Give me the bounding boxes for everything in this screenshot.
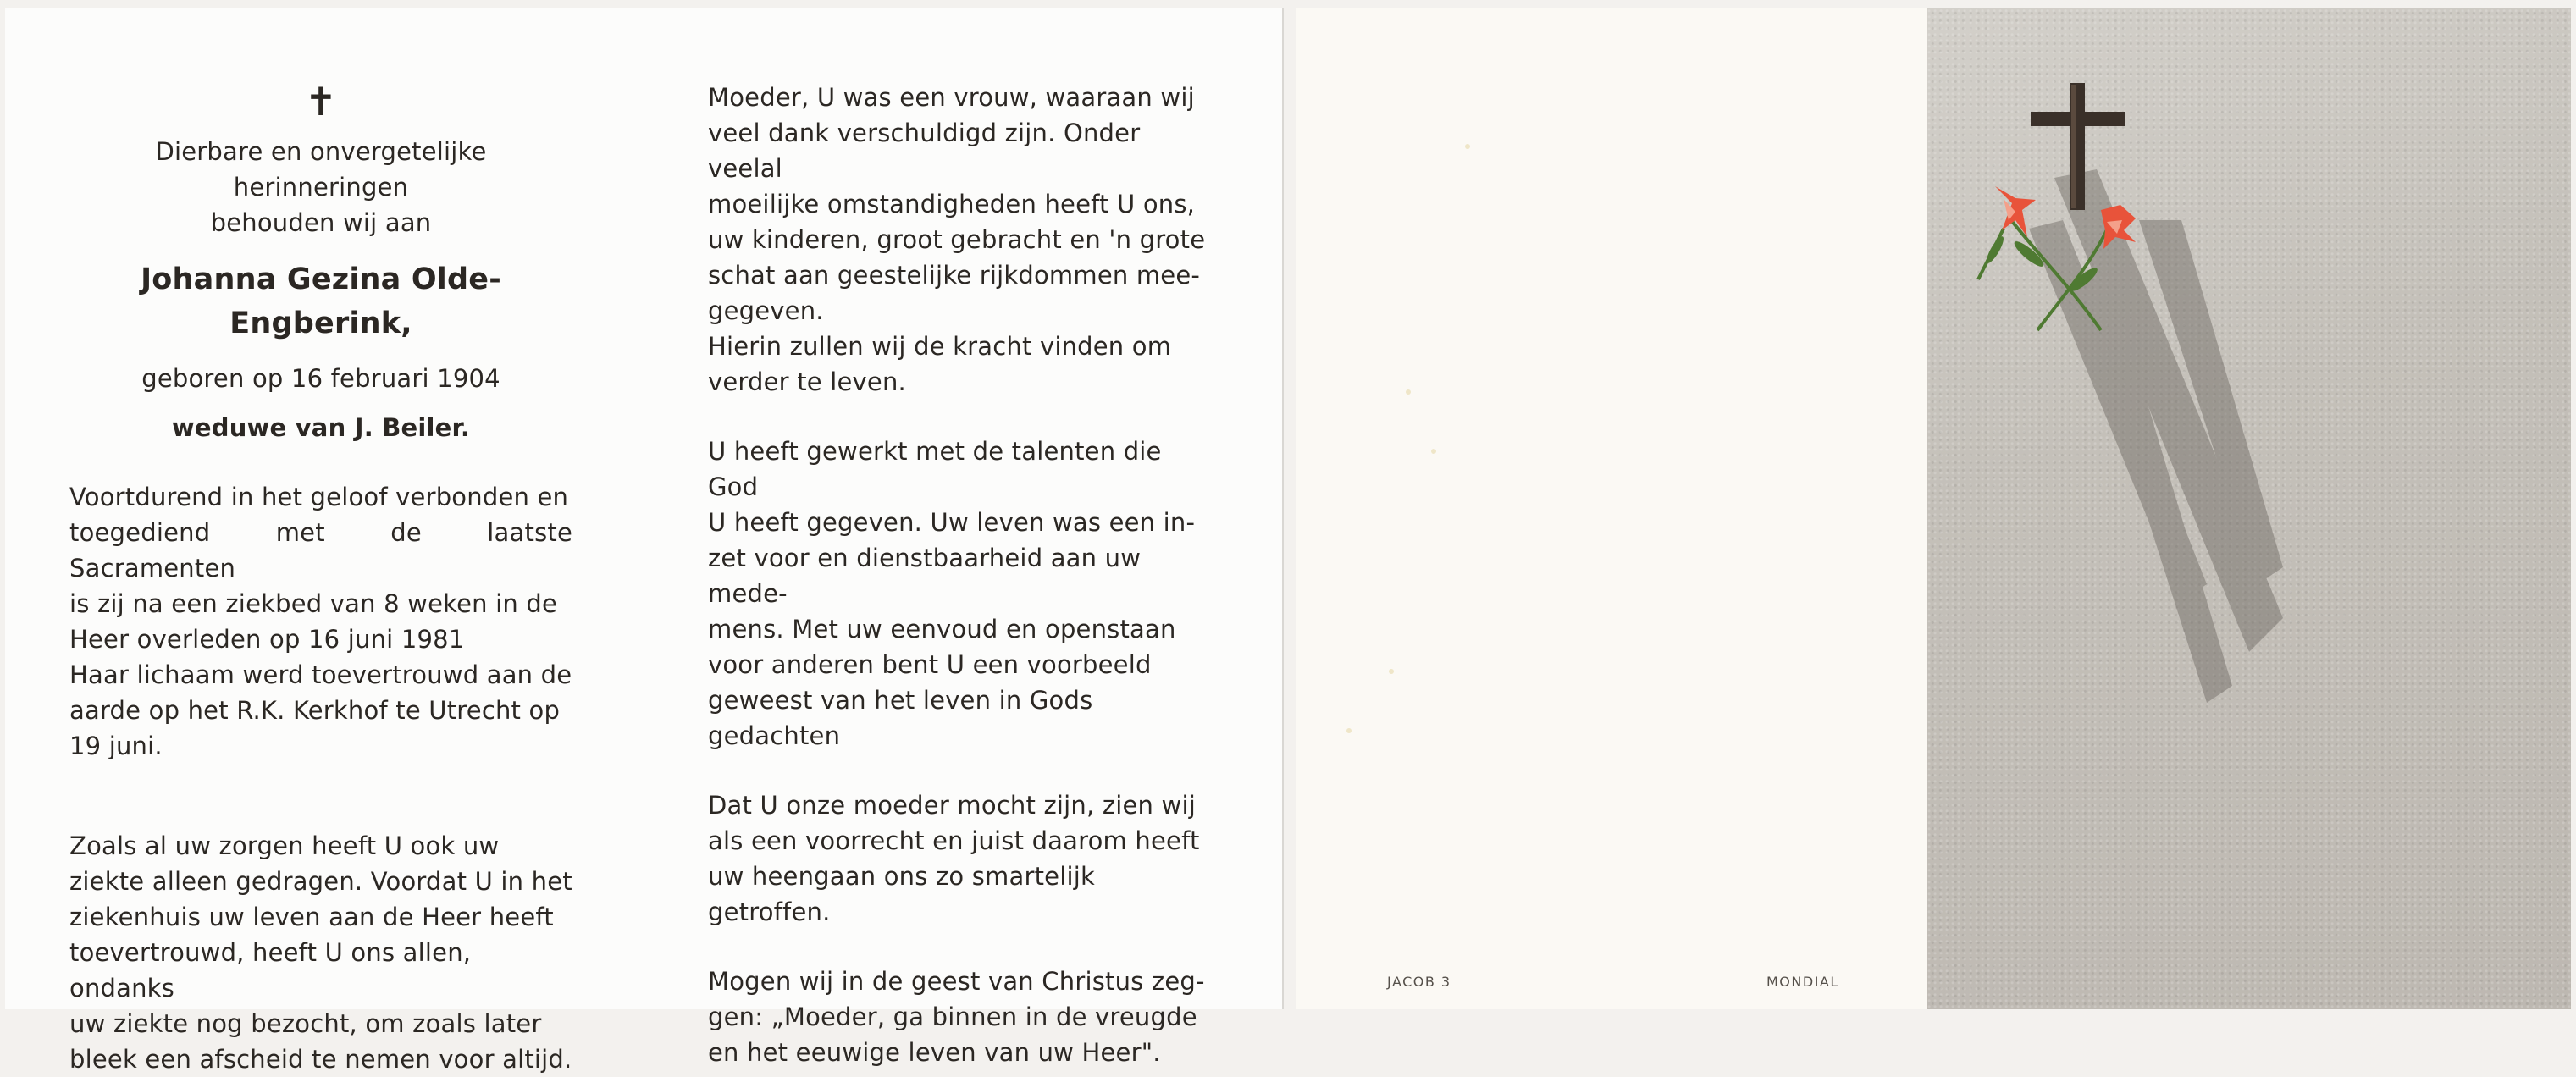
text-line: moeilijke omstandigheden heeft U ons, xyxy=(708,190,1196,218)
footer-brand: MONDIAL xyxy=(1766,974,1839,990)
text-column-right xyxy=(708,80,1216,1070)
wooden-cross xyxy=(2031,83,2125,210)
closing-paragraph xyxy=(708,964,1216,1070)
text-line: 19 juni. xyxy=(69,732,163,760)
text-line: Voortdurend in het geloof verbonden en xyxy=(69,483,569,511)
text-line: geweest van het leven in Gods xyxy=(708,686,1093,715)
text-line: Hierin zullen wij de kracht vinden om xyxy=(708,332,1172,361)
memorial-card-cover xyxy=(1296,8,2571,1009)
death-paragraph xyxy=(69,479,572,764)
text-line: veel dank verschuldigd zijn. Onder veelal xyxy=(708,119,1141,183)
illness-paragraph xyxy=(69,828,572,1077)
text-line: U heeft gegeven. Uw leven was een in- xyxy=(708,508,1196,537)
widow-of: weduwe van J. Beiler. xyxy=(171,413,471,442)
text-line: uw kinderen, groot gebracht en 'n grote xyxy=(708,225,1206,254)
text-line: schat aan geestelijke rijkdommen mee- xyxy=(708,261,1201,290)
text-line: uw heengaan ons zo smartelijk getroffen. xyxy=(708,862,1095,926)
text-line: Zoals al uw zorgen heeft U ook uw xyxy=(69,831,500,860)
memorial-card-inner xyxy=(5,8,1284,1074)
text-line: toegediend met de laatste Sacramenten xyxy=(69,518,572,583)
privilege-paragraph xyxy=(708,787,1216,930)
text-column-left xyxy=(69,76,572,1077)
text-line: Mogen wij in de geest van Christus zeg- xyxy=(708,967,1205,996)
text-line: Moeder, U was een vrouw, waaraan wij xyxy=(708,83,1195,112)
paper-speckle xyxy=(1406,389,1411,395)
paper-speckle xyxy=(1431,449,1436,454)
text-line: zet voor en dienstbaarheid aan uw mede- xyxy=(708,544,1142,608)
birth-date: geboren op 16 februari 1904 xyxy=(141,364,500,393)
shadow xyxy=(2029,169,2283,703)
text-line: voor anderen bent U een voorbeeld xyxy=(708,650,1152,679)
text-line: ziekenhuis uw leven aan de Heer heeft xyxy=(69,903,554,931)
mother-paragraph xyxy=(708,80,1216,400)
deceased-name: Johanna Gezina Olde-Engberink, xyxy=(141,262,501,340)
talents-paragraph xyxy=(708,434,1216,754)
footer-code: JACOB 3 xyxy=(1387,974,1451,990)
photo-illustration xyxy=(1927,8,2571,1009)
text-line: en het eeuwige leven van uw Heer". xyxy=(708,1038,1161,1067)
text-line: ziekte alleen gedragen. Voordat U in het xyxy=(69,867,572,896)
paper-speckle xyxy=(1465,144,1470,149)
text-line: verder te leven. xyxy=(708,367,906,396)
paper-speckle xyxy=(1389,669,1394,674)
text-line: is zij na een ziekbed van 8 weken in de xyxy=(69,589,558,618)
intro-line-2: behouden wij aan xyxy=(210,208,432,237)
text-line: bleek een afscheid te nemen voor altijd. xyxy=(69,1045,572,1074)
text-line: toevertrouwd, heeft U ons allen, ondanks xyxy=(69,938,472,1002)
text-line: Dat U onze moeder mocht zijn, zien wij xyxy=(708,791,1196,820)
cross-with-flowers-photo xyxy=(1927,8,2571,1009)
paper-speckle xyxy=(1346,728,1352,733)
text-line: gedachten xyxy=(708,721,841,750)
text-line: gen: „Moeder, ga binnen in de vreugde xyxy=(708,1002,1197,1031)
intro-line-1: Dierbare en onvergetelijke herinneringen xyxy=(155,137,487,202)
text-line: aarde op het R.K. Kerkhof te Utrecht op xyxy=(69,696,561,725)
cross-icon: ✝ xyxy=(304,79,338,124)
text-line: gegeven. xyxy=(708,296,824,325)
text-line: U heeft gewerkt met de talenten die God xyxy=(708,437,1162,501)
text-line: Haar lichaam werd toevertrouwd aan de xyxy=(69,660,572,689)
text-line: als een voorrecht en juist daarom heeft xyxy=(708,826,1200,855)
text-line: Heer overleden op 16 juni 1981 xyxy=(69,625,465,654)
text-line: mens. Met uw eenvoud en openstaan xyxy=(708,615,1176,643)
text-line: uw ziekte nog bezocht, om zoals later xyxy=(69,1009,542,1038)
